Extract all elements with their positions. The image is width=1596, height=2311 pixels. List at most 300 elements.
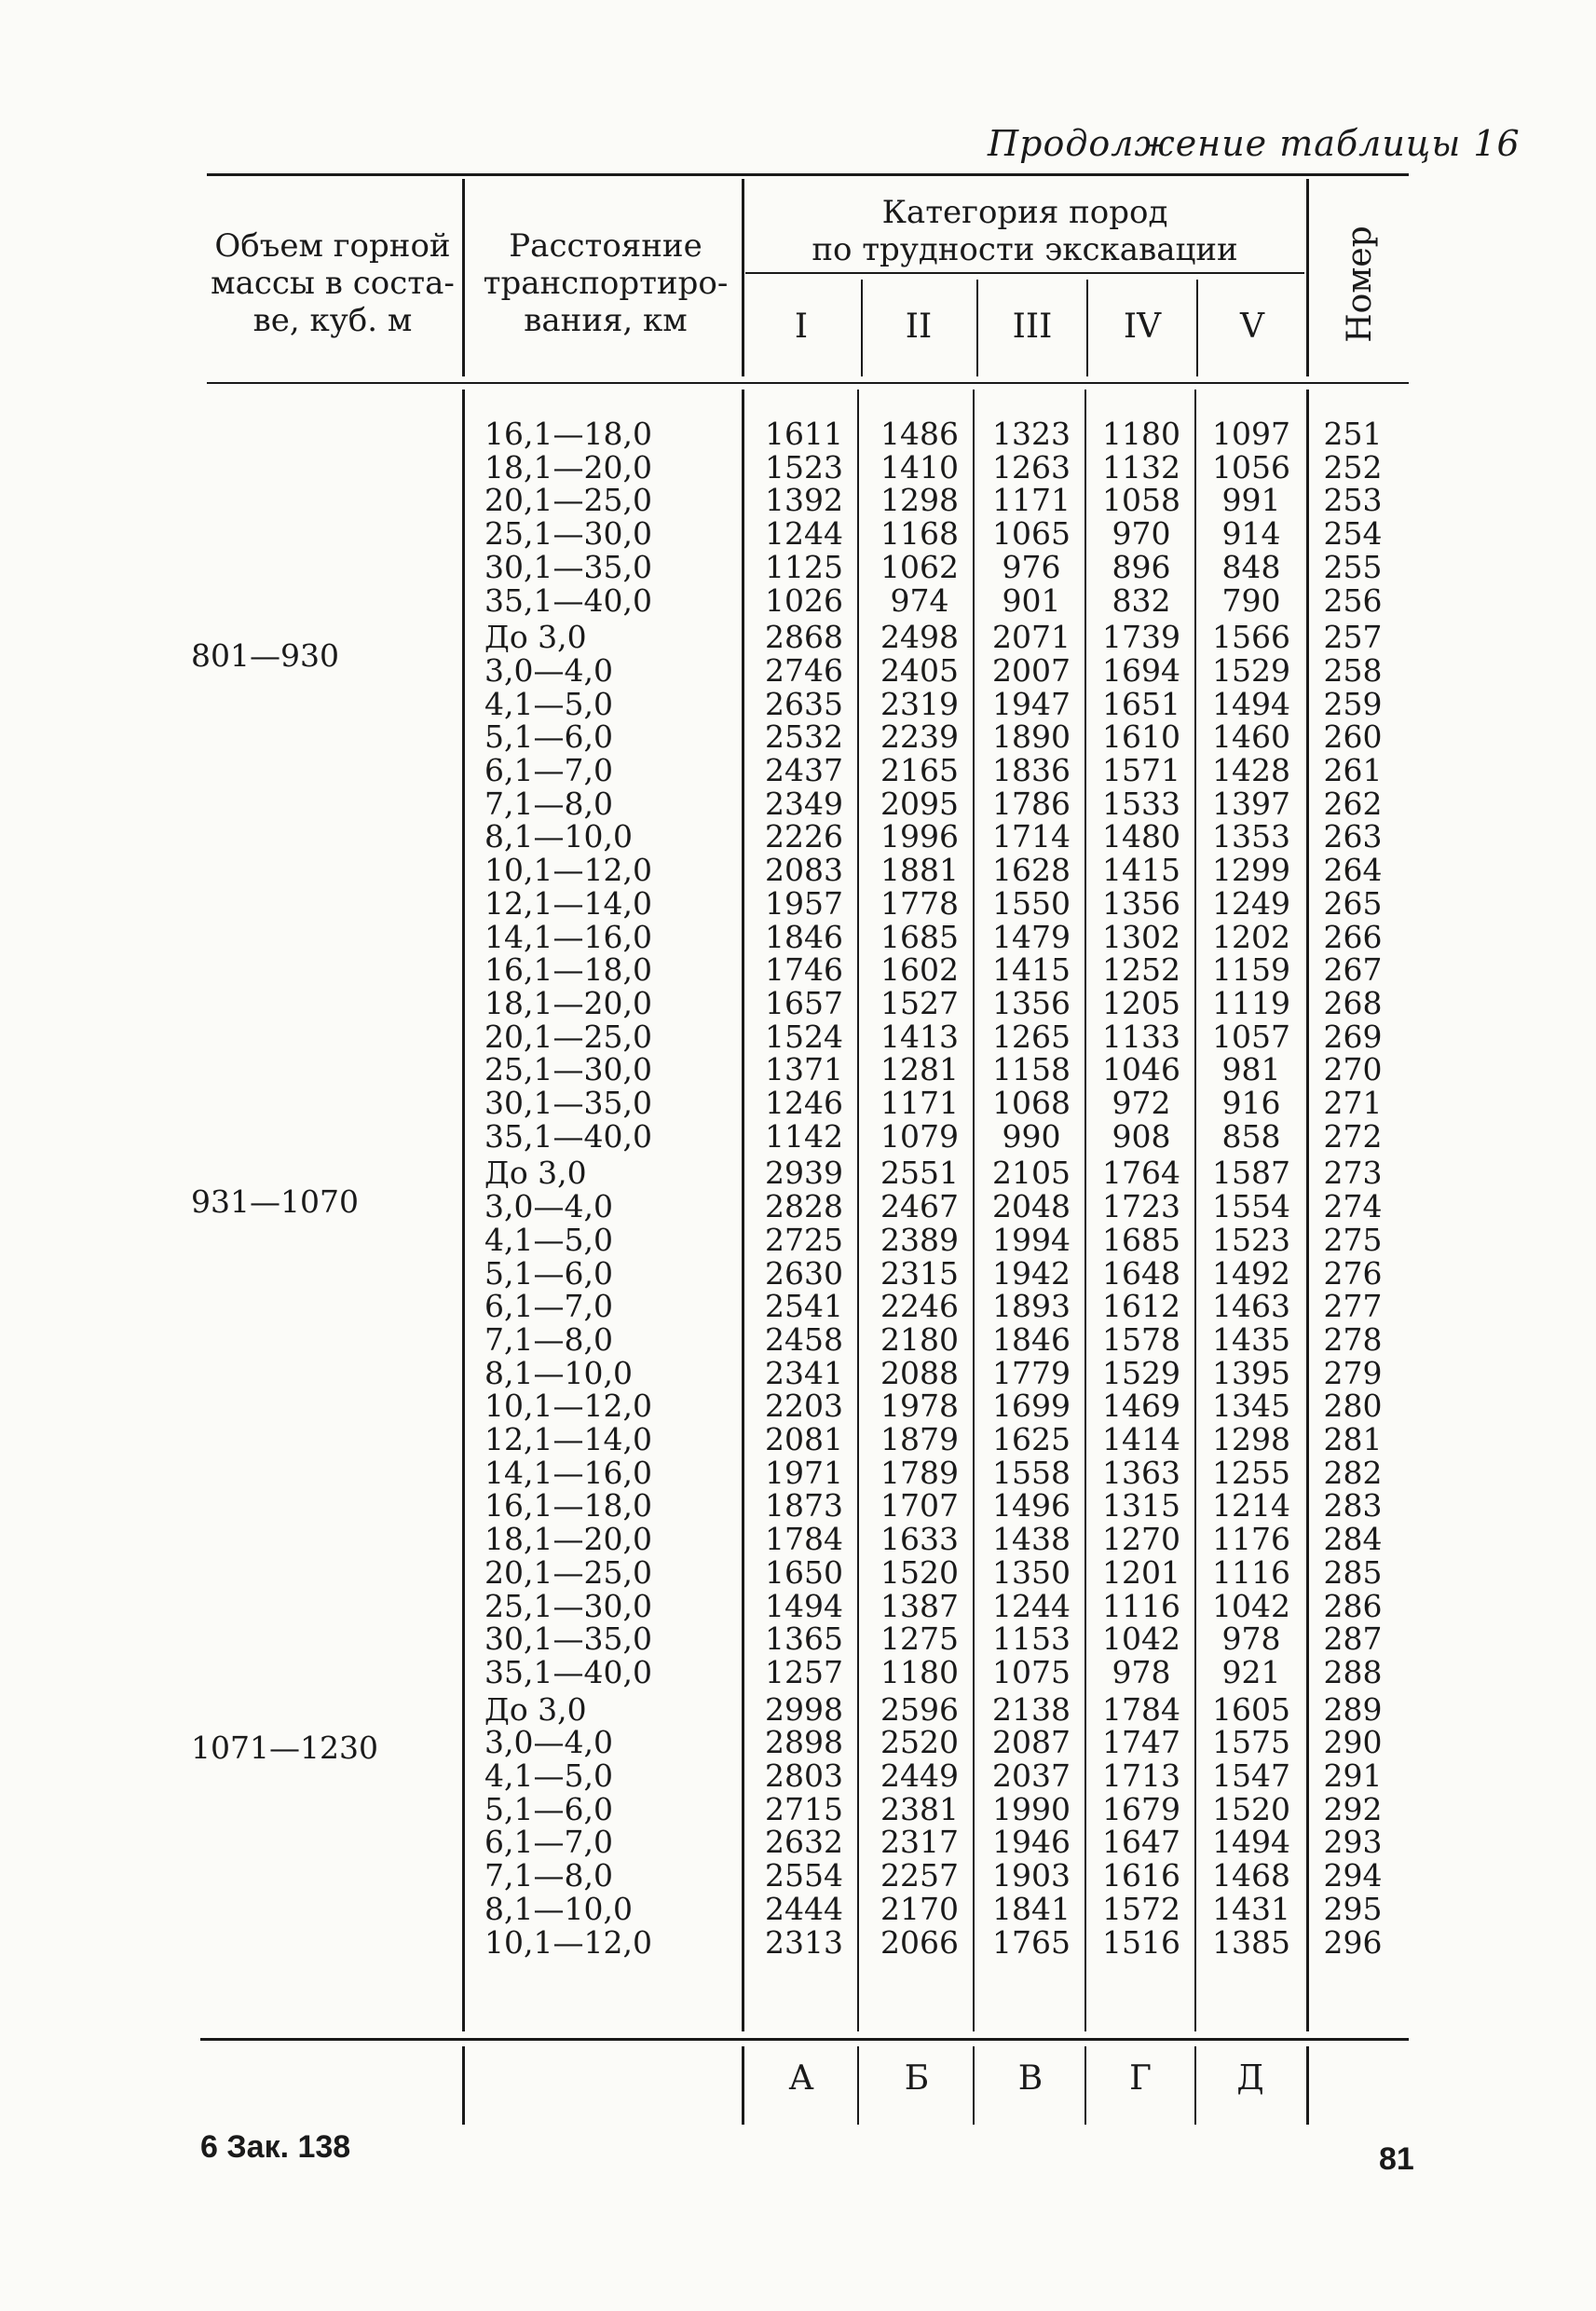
value-cell-iii: 2037 <box>992 1757 1071 1794</box>
value-cell-iii: 1158 <box>992 1051 1071 1088</box>
value-cell-ii: 1062 <box>880 548 959 585</box>
order-number: 6 Зак. 138 <box>200 2129 351 2165</box>
value-cell-i: 1257 <box>765 1653 843 1690</box>
value-cell-v: 858 <box>1221 1117 1281 1155</box>
value-cell-iii: 2048 <box>992 1188 1071 1225</box>
value-cell-iii: 2138 <box>992 1690 1071 1728</box>
distance-cell: 3,0—4,0 <box>484 1188 613 1225</box>
distance-cell: 35,1—40,0 <box>484 581 652 619</box>
row-number-cell: 283 <box>1323 1487 1383 1525</box>
table-row <box>0 1389 1596 1423</box>
distance-cell: 5,1—6,0 <box>484 1790 613 1827</box>
value-cell-iii: 1068 <box>992 1085 1071 1121</box>
value-cell-ii: 1275 <box>880 1620 959 1658</box>
value-cell-iv: 1205 <box>1102 984 1180 1021</box>
value-cell-ii: 1978 <box>880 1388 959 1425</box>
value-cell-iii: 2105 <box>992 1155 1071 1192</box>
value-cell-v: 1057 <box>1212 1018 1290 1055</box>
distance-cell: 14,1—16,0 <box>484 1454 652 1491</box>
distance-cell: До 3,0 <box>484 619 587 656</box>
value-cell-ii: 1180 <box>880 1653 959 1690</box>
distance-cell: 5,1—6,0 <box>484 1254 613 1292</box>
row-number-cell: 290 <box>1323 1724 1383 1761</box>
table-row <box>0 1523 1596 1556</box>
value-cell-i: 2341 <box>765 1354 843 1391</box>
distance-cell: 4,1—5,0 <box>484 685 613 722</box>
value-cell-iv: 832 <box>1112 581 1171 619</box>
table-row <box>0 484 1596 517</box>
row-number-cell: 256 <box>1323 581 1383 619</box>
value-cell-ii: 2088 <box>880 1354 959 1391</box>
table-row <box>0 581 1596 619</box>
value-cell-ii: 1413 <box>880 1018 959 1055</box>
table-row <box>0 1726 1596 1759</box>
table-row <box>0 918 1596 955</box>
value-cell-iii: 1946 <box>992 1824 1071 1861</box>
value-cell-ii: 2239 <box>880 718 959 756</box>
value-cell-iii: 1786 <box>992 785 1071 822</box>
value-cell-iv: 1685 <box>1102 1221 1180 1258</box>
value-cell-iii: 1323 <box>992 416 1071 452</box>
value-cell-iv: 1270 <box>1102 1521 1180 1558</box>
row-number-cell: 258 <box>1323 651 1383 689</box>
value-cell-iii: 2087 <box>992 1724 1071 1761</box>
value-cell-v: 1460 <box>1212 718 1290 756</box>
row-number-cell: 251 <box>1323 416 1383 452</box>
foot-divider-7 <box>1306 2046 1309 2125</box>
value-cell-iii: 1350 <box>992 1553 1071 1591</box>
value-cell-ii: 2596 <box>880 1690 959 1728</box>
distance-cell: 18,1—20,0 <box>484 1521 652 1558</box>
foot-divider-2 <box>742 2046 744 2125</box>
foot-divider-1 <box>462 2046 465 2125</box>
value-cell-iii: 990 <box>1002 1117 1061 1155</box>
value-cell-v: 1119 <box>1212 984 1290 1021</box>
footer-letter-g: Г <box>1129 2059 1152 2098</box>
value-cell-i: 2803 <box>765 1757 843 1794</box>
table-row <box>0 1087 1596 1120</box>
value-cell-i: 2444 <box>765 1890 843 1927</box>
header-distance-line-3: вания, км <box>524 302 688 339</box>
table-row <box>0 884 1596 922</box>
distance-cell: 30,1—35,0 <box>484 548 652 585</box>
distance-cell: 12,1—14,0 <box>484 884 652 922</box>
value-cell-iii: 1438 <box>992 1521 1071 1558</box>
distance-cell: 16,1—18,0 <box>484 416 652 452</box>
table-row <box>0 621 1596 654</box>
value-cell-iv: 1315 <box>1102 1487 1180 1525</box>
value-cell-ii: 2095 <box>880 785 959 822</box>
value-cell-iv: 1571 <box>1102 752 1180 788</box>
row-number-cell: 277 <box>1323 1288 1383 1325</box>
header-volume-line-1: Объем горной <box>214 227 451 265</box>
value-cell-iv: 1694 <box>1102 651 1180 689</box>
table-row <box>0 1290 1596 1323</box>
distance-cell: 16,1—18,0 <box>484 1487 652 1525</box>
value-cell-iv: 1356 <box>1102 884 1180 922</box>
value-cell-i: 1650 <box>765 1553 843 1591</box>
value-cell-v: 790 <box>1221 581 1281 619</box>
value-cell-v: 1298 <box>1212 1421 1290 1457</box>
value-cell-ii: 2317 <box>880 1824 959 1861</box>
value-cell-ii: 2246 <box>880 1288 959 1325</box>
value-cell-ii: 1387 <box>880 1587 959 1624</box>
value-cell-v: 1547 <box>1212 1757 1290 1794</box>
row-number-cell: 294 <box>1323 1857 1383 1894</box>
value-cell-v: 921 <box>1221 1653 1281 1690</box>
row-number-cell: 275 <box>1323 1221 1383 1258</box>
row-number-cell: 287 <box>1323 1620 1383 1658</box>
table-row <box>0 1020 1596 1054</box>
value-cell-iv: 1480 <box>1102 818 1180 855</box>
row-number-cell: 263 <box>1323 818 1383 855</box>
value-cell-v: 1176 <box>1212 1521 1290 1558</box>
distance-cell: 8,1—10,0 <box>484 1354 633 1391</box>
value-cell-iv: 1042 <box>1102 1620 1180 1658</box>
value-cell-i: 2868 <box>765 619 843 656</box>
table-row <box>0 1117 1596 1155</box>
row-number-cell: 282 <box>1323 1454 1383 1491</box>
value-cell-v: 978 <box>1221 1620 1281 1658</box>
value-cell-iii: 1263 <box>992 448 1071 485</box>
value-cell-v: 1587 <box>1212 1155 1290 1192</box>
value-cell-i: 2083 <box>765 852 843 889</box>
value-cell-ii: 2449 <box>880 1757 959 1794</box>
distance-cell: 6,1—7,0 <box>484 1288 613 1325</box>
table-row <box>0 720 1596 754</box>
value-cell-i: 1244 <box>765 515 843 553</box>
distance-cell: 14,1—16,0 <box>484 918 652 955</box>
value-cell-iii: 1714 <box>992 818 1071 855</box>
value-cell-v: 1492 <box>1212 1254 1290 1292</box>
value-cell-v: 914 <box>1221 515 1281 553</box>
value-cell-i: 2541 <box>765 1288 843 1325</box>
row-number-cell: 279 <box>1323 1354 1383 1391</box>
value-cell-iv: 1414 <box>1102 1421 1180 1457</box>
value-cell-iii: 1765 <box>992 1923 1071 1961</box>
category-I: I <box>794 308 809 346</box>
value-cell-iii: 1065 <box>992 515 1071 553</box>
value-cell-i: 2630 <box>765 1254 843 1292</box>
value-cell-iv: 1469 <box>1102 1388 1180 1425</box>
value-cell-i: 2715 <box>765 1790 843 1827</box>
value-cell-iv: 1046 <box>1102 1051 1180 1088</box>
header-volume-line-2: массы в соста- <box>211 265 455 302</box>
value-cell-iv: 1415 <box>1102 852 1180 889</box>
value-cell-i: 2437 <box>765 752 843 788</box>
row-number-cell: 288 <box>1323 1653 1383 1690</box>
table-row <box>0 1456 1596 1490</box>
distance-cell: 3,0—4,0 <box>484 1724 613 1761</box>
table-row <box>0 1890 1596 1927</box>
value-cell-i: 1246 <box>765 1085 843 1121</box>
value-cell-i: 1125 <box>765 548 843 585</box>
value-cell-v: 1435 <box>1212 1320 1290 1358</box>
row-number-cell: 261 <box>1323 752 1383 788</box>
value-cell-iv: 1363 <box>1102 1454 1180 1491</box>
value-cell-iii: 1699 <box>992 1388 1071 1425</box>
value-cell-i: 1523 <box>765 448 843 485</box>
table-row <box>0 1759 1596 1793</box>
value-cell-iii: 1947 <box>992 685 1071 722</box>
top-rule <box>207 173 1409 176</box>
distance-cell: 20,1—25,0 <box>484 482 652 519</box>
value-cell-v: 1494 <box>1212 685 1290 722</box>
value-cell-v: 1520 <box>1212 1790 1290 1827</box>
value-cell-iv: 1133 <box>1102 1018 1180 1055</box>
row-number-cell: 266 <box>1323 918 1383 955</box>
value-cell-ii: 2066 <box>880 1923 959 1961</box>
value-cell-i: 1971 <box>765 1454 843 1491</box>
value-cell-v: 1159 <box>1212 951 1290 989</box>
table-row <box>0 1190 1596 1224</box>
distance-cell: 25,1—30,0 <box>484 515 652 553</box>
row-number-cell: 267 <box>1323 951 1383 989</box>
value-cell-ii: 1486 <box>880 416 959 452</box>
row-number-cell: 295 <box>1323 1890 1383 1927</box>
value-cell-ii: 2170 <box>880 1890 959 1927</box>
header-volume <box>207 227 458 339</box>
distance-cell: 10,1—12,0 <box>484 1388 652 1425</box>
value-cell-iii: 1496 <box>992 1487 1071 1525</box>
footer-letter-b: Б <box>904 2059 930 2098</box>
distance-cell: 35,1—40,0 <box>484 1117 652 1155</box>
category-II: II <box>905 308 933 346</box>
value-cell-ii: 2315 <box>880 1254 959 1292</box>
value-cell-v: 1554 <box>1212 1188 1290 1225</box>
table-row <box>0 1826 1596 1859</box>
row-number-cell: 253 <box>1323 482 1383 519</box>
row-number-cell: 265 <box>1323 884 1383 922</box>
table-row <box>0 1221 1596 1258</box>
distance-cell: 12,1—14,0 <box>484 1421 652 1457</box>
distance-cell: 6,1—7,0 <box>484 1824 613 1861</box>
value-cell-v: 1056 <box>1212 448 1290 485</box>
value-cell-iv: 1516 <box>1102 1923 1180 1961</box>
table-row <box>0 1923 1596 1961</box>
table-row <box>0 984 1596 1021</box>
value-cell-ii: 1520 <box>880 1553 959 1591</box>
value-cell-i: 1026 <box>765 581 843 619</box>
value-cell-v: 991 <box>1221 482 1281 519</box>
table-row <box>0 1489 1596 1523</box>
value-cell-v: 1575 <box>1212 1724 1290 1761</box>
table-row <box>0 1587 1596 1624</box>
value-cell-iii: 1625 <box>992 1421 1071 1457</box>
row-number-cell: 280 <box>1323 1388 1383 1425</box>
value-cell-i: 1524 <box>765 1018 843 1055</box>
value-cell-iii: 1990 <box>992 1790 1071 1827</box>
value-cell-ii: 1633 <box>880 1521 959 1558</box>
row-number-cell: 292 <box>1323 1790 1383 1827</box>
table-row <box>0 1423 1596 1456</box>
value-cell-ii: 1281 <box>880 1051 959 1088</box>
distance-cell: 7,1—8,0 <box>484 1320 613 1358</box>
value-cell-i: 1746 <box>765 951 843 989</box>
table-row <box>0 685 1596 722</box>
value-cell-v: 1494 <box>1212 1824 1290 1861</box>
header-bottom-rule <box>207 382 1409 384</box>
value-cell-i: 2313 <box>765 1923 843 1961</box>
value-cell-iv: 1679 <box>1102 1790 1180 1827</box>
value-cell-v: 1468 <box>1212 1857 1290 1894</box>
value-cell-iv: 970 <box>1112 515 1171 553</box>
value-cell-v: 1249 <box>1212 884 1290 922</box>
row-number-cell: 276 <box>1323 1254 1383 1292</box>
value-cell-v: 1299 <box>1212 852 1290 889</box>
value-cell-ii: 2319 <box>880 685 959 722</box>
row-number-cell: 272 <box>1323 1117 1383 1155</box>
row-number-cell: 252 <box>1323 448 1383 485</box>
value-cell-iii: 1890 <box>992 718 1071 756</box>
value-cell-iii: 901 <box>1002 581 1061 619</box>
value-cell-iii: 1846 <box>992 1320 1071 1358</box>
value-cell-i: 1371 <box>765 1051 843 1088</box>
value-cell-iv: 1648 <box>1102 1254 1180 1292</box>
value-cell-v: 1431 <box>1212 1890 1290 1927</box>
header-divider-2 <box>742 179 744 376</box>
row-number-cell: 285 <box>1323 1553 1383 1591</box>
value-cell-iii: 1903 <box>992 1857 1071 1894</box>
value-cell-v: 1042 <box>1212 1587 1290 1624</box>
value-cell-v: 1397 <box>1212 785 1290 822</box>
distance-cell: 3,0—4,0 <box>484 651 613 689</box>
table-row <box>0 1790 1596 1827</box>
table-row <box>0 1053 1596 1087</box>
row-number-cell: 260 <box>1323 718 1383 756</box>
value-cell-i: 1365 <box>765 1620 843 1658</box>
distance-cell: 10,1—12,0 <box>484 852 652 889</box>
value-cell-i: 1494 <box>765 1587 843 1624</box>
value-cell-i: 1957 <box>765 884 843 922</box>
row-number-cell: 278 <box>1323 1320 1383 1358</box>
value-cell-iv: 978 <box>1112 1653 1171 1690</box>
row-number-cell: 259 <box>1323 685 1383 722</box>
row-number-cell: 293 <box>1323 1824 1383 1861</box>
value-cell-ii: 2180 <box>880 1320 959 1358</box>
header-divider-1 <box>462 179 465 376</box>
value-cell-iii: 1994 <box>992 1221 1071 1258</box>
row-number-cell: 289 <box>1323 1690 1383 1728</box>
distance-cell: 20,1—25,0 <box>484 1553 652 1591</box>
table-row <box>0 1320 1596 1358</box>
row-number-cell: 274 <box>1323 1188 1383 1225</box>
distance-cell: 25,1—30,0 <box>484 1587 652 1624</box>
value-cell-v: 916 <box>1221 1085 1281 1121</box>
table-caption: Продолжение таблицы 16 <box>988 123 1521 164</box>
value-cell-iv: 1201 <box>1102 1553 1180 1591</box>
value-cell-v: 1385 <box>1212 1923 1290 1961</box>
value-cell-iii: 1171 <box>992 482 1071 519</box>
value-cell-iv: 1610 <box>1102 718 1180 756</box>
value-cell-iv: 1572 <box>1102 1890 1180 1927</box>
row-number-cell: 269 <box>1323 1018 1383 1055</box>
value-cell-ii: 1602 <box>880 951 959 989</box>
table-row <box>0 1653 1596 1690</box>
value-cell-ii: 1881 <box>880 852 959 889</box>
header-category <box>745 194 1304 268</box>
table-bottom-rule <box>200 2038 1409 2041</box>
value-cell-iv: 1739 <box>1102 619 1180 656</box>
value-cell-ii: 1879 <box>880 1421 959 1457</box>
distance-cell: 8,1—10,0 <box>484 818 633 855</box>
row-number-cell: 255 <box>1323 548 1383 585</box>
value-cell-iv: 972 <box>1112 1085 1171 1121</box>
value-cell-iii: 1893 <box>992 1288 1071 1325</box>
header-category-line-2: по трудности экскавации <box>812 231 1238 268</box>
value-cell-iii: 1415 <box>992 951 1071 989</box>
row-number-cell: 264 <box>1323 852 1383 889</box>
value-cell-v: 1395 <box>1212 1354 1290 1391</box>
value-cell-v: 1566 <box>1212 619 1290 656</box>
value-cell-iv: 1116 <box>1102 1587 1180 1624</box>
value-cell-iii: 1075 <box>992 1653 1071 1690</box>
distance-cell: До 3,0 <box>484 1690 587 1728</box>
distance-cell: 10,1—12,0 <box>484 1923 652 1961</box>
value-cell-ii: 2257 <box>880 1857 959 1894</box>
value-cell-i: 1873 <box>765 1487 843 1525</box>
value-cell-ii: 2165 <box>880 752 959 788</box>
distance-cell: 5,1—6,0 <box>484 718 613 756</box>
distance-cell: 4,1—5,0 <box>484 1221 613 1258</box>
value-cell-iv: 1612 <box>1102 1288 1180 1325</box>
table-row <box>0 787 1596 821</box>
row-number-cell: 281 <box>1323 1421 1383 1457</box>
value-cell-i: 2939 <box>765 1155 843 1192</box>
value-cell-ii: 1079 <box>880 1117 959 1155</box>
distance-cell: 7,1—8,0 <box>484 1857 613 1894</box>
value-cell-ii: 1168 <box>880 515 959 553</box>
value-cell-i: 2898 <box>765 1724 843 1761</box>
value-cell-v: 1463 <box>1212 1288 1290 1325</box>
value-cell-v: 1097 <box>1212 416 1290 452</box>
value-cell-v: 1605 <box>1212 1690 1290 1728</box>
category-subrule <box>745 272 1304 274</box>
footer-letter-a: А <box>788 2059 814 2098</box>
value-cell-i: 1784 <box>765 1521 843 1558</box>
value-cell-iii: 1942 <box>992 1254 1071 1292</box>
distance-cell: 7,1—8,0 <box>484 785 613 822</box>
value-cell-ii: 1685 <box>880 918 959 955</box>
group-label-1071-1230: 1071—1230 <box>191 1730 378 1766</box>
table-row <box>0 1622 1596 1656</box>
value-cell-iv: 1252 <box>1102 951 1180 989</box>
table-row <box>0 1553 1596 1591</box>
table-row <box>0 1254 1596 1292</box>
table-row <box>0 953 1596 987</box>
value-cell-ii: 2381 <box>880 1790 959 1827</box>
value-cell-ii: 974 <box>890 581 949 619</box>
value-cell-ii: 2551 <box>880 1155 959 1192</box>
value-cell-ii: 1789 <box>880 1454 959 1491</box>
value-cell-i: 2746 <box>765 651 843 689</box>
value-cell-iii: 1244 <box>992 1587 1071 1624</box>
value-cell-v: 848 <box>1221 548 1281 585</box>
value-cell-iv: 1723 <box>1102 1188 1180 1225</box>
header-divider-7 <box>1306 179 1309 376</box>
value-cell-i: 2203 <box>765 1388 843 1425</box>
header-category-line-1: Категория пород <box>881 194 1168 231</box>
value-cell-v: 1428 <box>1212 752 1290 788</box>
table-row <box>0 754 1596 787</box>
table-row <box>0 1354 1596 1391</box>
row-number-cell: 268 <box>1323 984 1383 1021</box>
value-cell-ii: 1298 <box>880 482 959 519</box>
value-cell-i: 2554 <box>765 1857 843 1894</box>
value-cell-iii: 976 <box>1002 548 1061 585</box>
value-cell-ii: 2405 <box>880 651 959 689</box>
value-cell-iii: 1841 <box>992 1890 1071 1927</box>
